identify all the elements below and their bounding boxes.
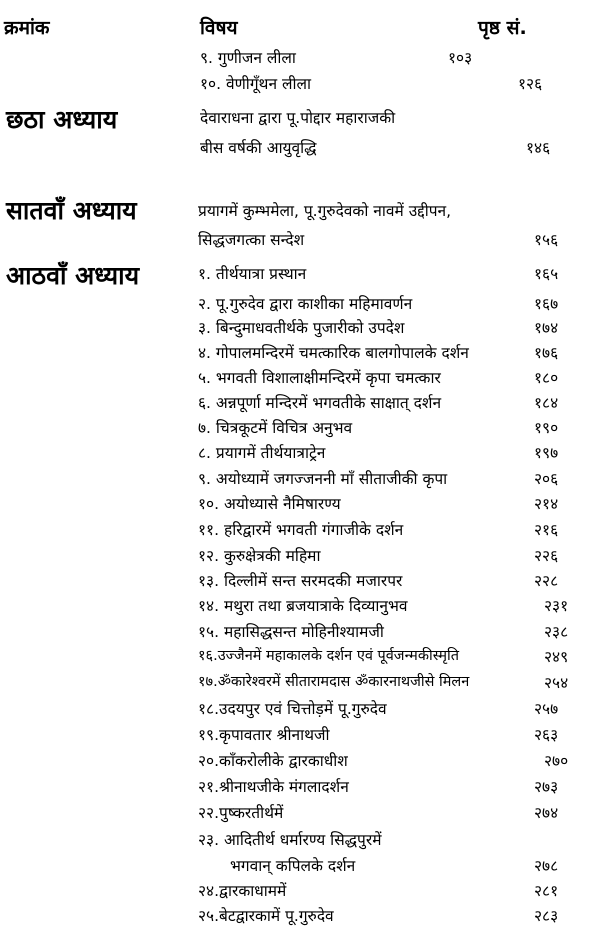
- toc-entry-text: ८. प्रयागमें तीर्थयात्राट्रेन: [198, 444, 326, 462]
- header-page-label: पृष्ठ सं.: [478, 17, 527, 39]
- toc-entry-text: ९. अयोध्यामें जगज्जननी माँ सीताजीकी कृपा: [198, 470, 448, 488]
- toc-entry-text: ६. अन्नपूर्णा मन्दिरमें भगवतीके साक्षात् दर्शन: [198, 394, 442, 412]
- toc-entry-text: ४. गोपालमन्दिरमें चमत्कारिक बालगोपालके दर्शन: [198, 344, 469, 362]
- toc-entry-page: २२८: [534, 572, 559, 590]
- toc-entry-text: २२.पुष्करतीर्थमें: [198, 804, 284, 822]
- toc-entry-page: १०३: [448, 49, 473, 67]
- toc-entry-text: ७. चित्रकूटमें विचित्र अनुभव: [198, 419, 353, 437]
- toc-entry-page: १७६: [534, 344, 559, 362]
- toc-entry-text: १९.कृपावतार श्रीनाथजी: [198, 726, 330, 744]
- toc-entry-text: १०. अयोध्यासे नैमिषारण्य: [198, 495, 341, 513]
- toc-entry-text: २३. आदितीर्थ धर्मारण्य सिद्धपुरमें: [198, 831, 382, 849]
- toc-entry-page: २८१: [534, 882, 559, 900]
- toc-entry-page: २३१: [544, 597, 569, 615]
- toc-entry-page: २०६: [534, 470, 559, 488]
- toc-entry-page: २१४: [534, 495, 559, 513]
- toc-entry-text: ११. हरिद्वारमें भगवती गंगाजीके दर्शन: [198, 521, 404, 539]
- toc-entry-page: १८०: [534, 369, 559, 387]
- toc-entry-text: सिद्धजगत्का सन्देश: [198, 231, 305, 249]
- toc-entry-page: २७०: [544, 752, 569, 770]
- toc-entry-page: १९०: [534, 419, 559, 437]
- toc-entry-text: २५.बेटद्वारकामें पू.गुरुदेव: [198, 907, 334, 925]
- toc-entry-page: १७४: [534, 319, 559, 337]
- toc-entry-text: भगवान् कपिलके दर्शन: [230, 857, 356, 875]
- toc-entry-text: बीस वर्षकी आयुवृद्धि: [200, 139, 317, 157]
- toc-entry-page: २७३: [534, 778, 559, 796]
- toc-entry-page: १६५: [534, 265, 559, 283]
- toc-entry-page: १५६: [534, 231, 559, 249]
- toc-entry-text: १७.ॐकारेश्वरमें सीतारामदास ॐकारनाथजीसे मिलन: [198, 674, 470, 690]
- chapter-7-heading: सातवाँ अध्याय: [6, 196, 137, 225]
- toc-entry-text: ९. गुणीजन लीला: [200, 49, 296, 67]
- toc-entry-text: १. तीर्थयात्रा प्रस्थान: [198, 265, 307, 283]
- header-subject-label: विषय: [200, 17, 238, 39]
- toc-entry-page: २१६: [534, 521, 559, 539]
- toc-entry-page: १९७: [534, 444, 559, 462]
- toc-entry-page: २८३: [534, 907, 559, 925]
- chapter-6-heading: छठा अध्याय: [6, 105, 118, 134]
- toc-entry-text: १२. कुरुक्षेत्रकी महिमा: [198, 547, 321, 565]
- chapter-8-heading: आठवाँ अध्याय: [6, 261, 140, 290]
- toc-entry-text: १८.उदयपुर एवं चित्तोड़में पू.गुरुदेव: [198, 700, 387, 718]
- toc-entry-page: २३८: [544, 623, 569, 641]
- toc-entry-page: २२६: [534, 547, 559, 565]
- toc-entry-text: ५. भगवती विशालाक्षीमन्दिरमें कृपा चमत्कार: [198, 369, 441, 387]
- toc-entry-text: १४. मथुरा तथा ब्रजयात्राके दिव्यानुभव: [198, 597, 408, 615]
- toc-entry-text: देवाराधना द्वारा पू.पोद्दार महाराजकी: [200, 109, 396, 127]
- toc-entry-page: २५४: [544, 674, 569, 692]
- toc-entry-page: २६३: [534, 726, 559, 744]
- toc-entry-text: १५. महासिद्धसन्त मोहिनीश्यामजी: [198, 623, 384, 641]
- toc-entry-text: २०.काँकरोलीके द्वारकाधीश: [198, 752, 348, 770]
- toc-entry-text: १०. वेणीगूँथन लीला: [200, 75, 312, 93]
- toc-entry-page: २५७: [534, 700, 559, 718]
- toc-entry-page: १४६: [526, 139, 551, 157]
- toc-entry-page: १२६: [518, 75, 543, 93]
- toc-entry-page: १८४: [534, 394, 559, 412]
- toc-entry-text: १३. दिल्लीमें सन्त सरमदकी मजारपर: [198, 572, 403, 590]
- toc-entry-text: २. पू.गुरुदेव द्वारा काशीका महिमावर्णन: [198, 295, 413, 313]
- toc-entry-page: २७८: [534, 857, 559, 875]
- toc-entry-text: २१.श्रीनाथजीके मंगलादर्शन: [198, 778, 349, 796]
- toc-entry-page: २७४: [534, 804, 559, 822]
- toc-entry-text: १६.उज्जैनमें महाकालके दर्शन एवं पूर्वजन्मकीस्मृति: [198, 648, 460, 664]
- header-serial-label: क्रमांक: [4, 17, 50, 39]
- toc-entry-page: २४९: [544, 648, 569, 666]
- toc-entry-text: ३. बिन्दुमाधवतीर्थके पुजारीको उपदेश: [198, 319, 405, 337]
- toc-entry-text: प्रयागमें कुम्भमेला, पू.गुरुदेवको नावमें उद्दीपन,: [198, 202, 452, 220]
- toc-entry-text: २४.द्वारकाधाममें: [198, 882, 287, 900]
- toc-entry-page: १६७: [534, 295, 559, 313]
